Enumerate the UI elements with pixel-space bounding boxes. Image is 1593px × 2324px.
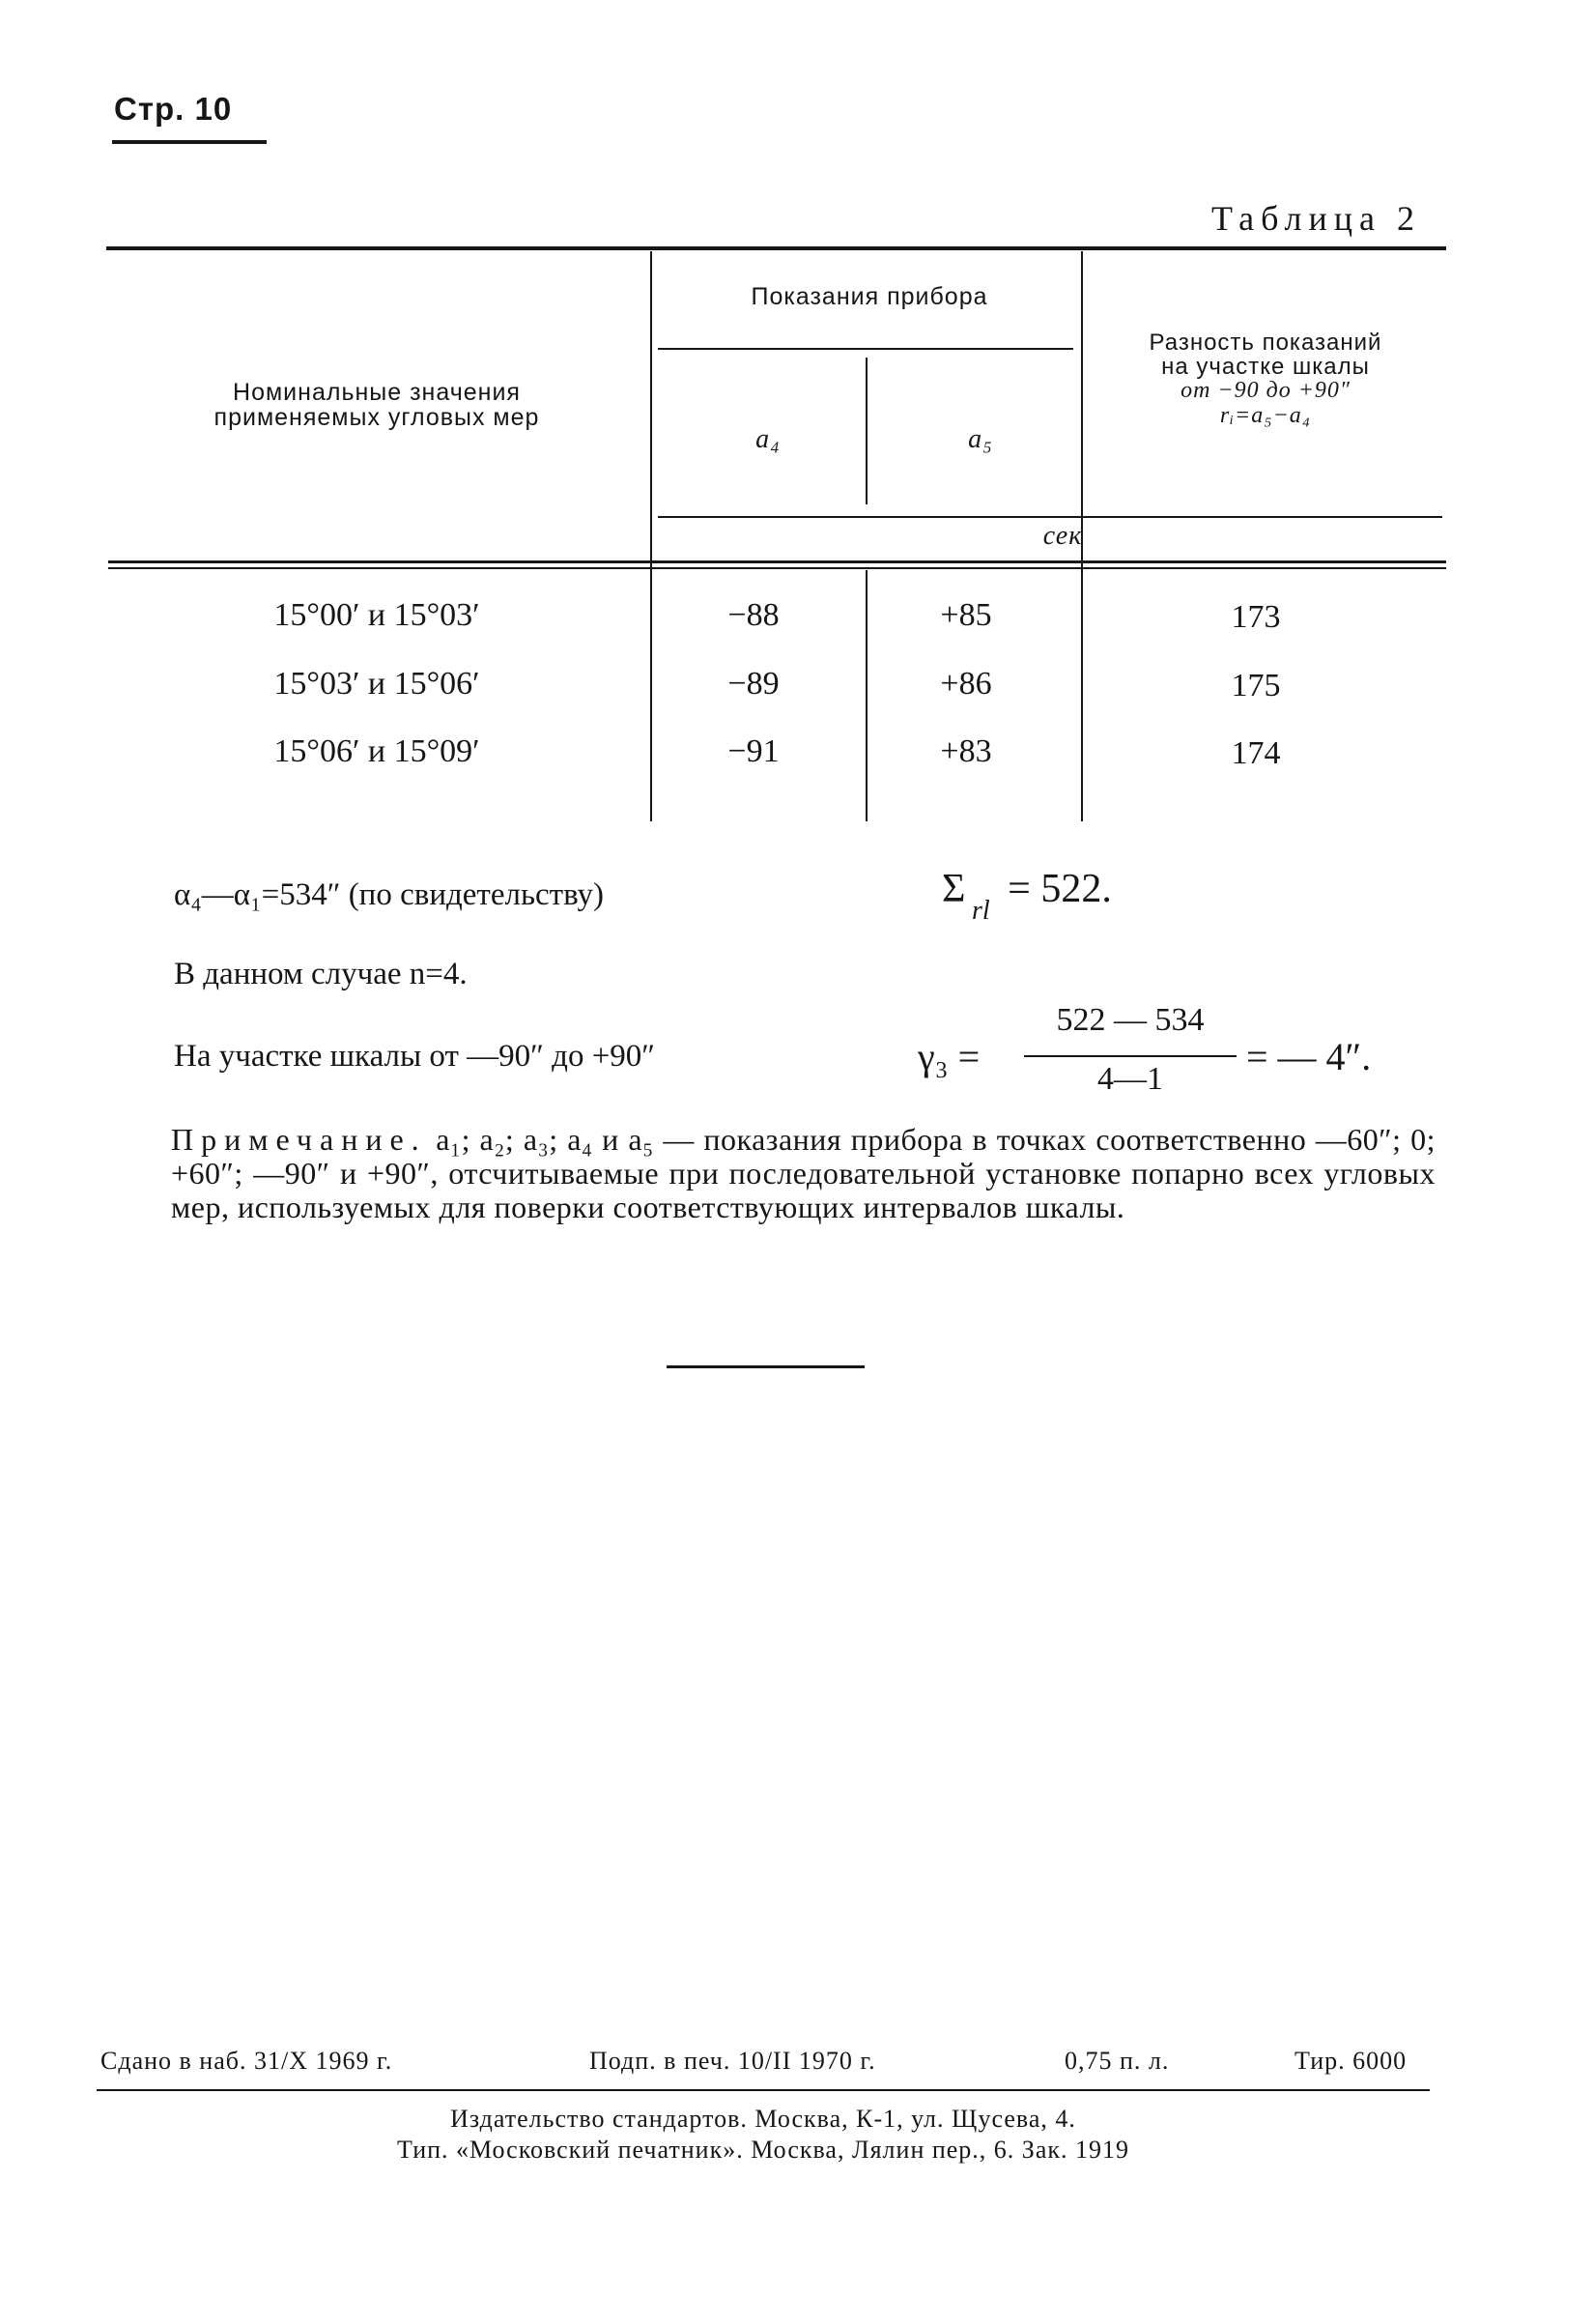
footer-sheets: 0,75 п. л. [1065, 2047, 1170, 2075]
sum-expression [942, 866, 1112, 926]
row-1-difference: 173 [1231, 599, 1281, 635]
sum-value: = 522. [1008, 867, 1112, 911]
footer-print-run: Тир. 6000 [1294, 2047, 1408, 2075]
footer-sent: Сдано в наб. 31/X 1969 г. [100, 2047, 393, 2075]
header-nominal [135, 380, 618, 431]
header-unit: сек [1042, 521, 1083, 551]
calc-line-2: В данном случае n=4. [174, 957, 468, 991]
fraction-numerator: 522 — 534 [1056, 1002, 1205, 1038]
row-3-a5: +83 [940, 733, 992, 769]
row-2-nominal: 15°03′ и 15°06′ [273, 666, 480, 702]
row-2-a5: +86 [940, 666, 992, 702]
table-top-rule [106, 246, 1446, 250]
row-3-nominal: 15°06′ и 15°09′ [273, 733, 480, 769]
header-difference-line-3: от −90 до +90″ [1181, 378, 1351, 404]
readings-subrule [658, 348, 1073, 350]
table-divider-a4-a5 [866, 358, 868, 504]
sum-symbol: Σ [942, 867, 966, 911]
header-a5: a₅ [968, 424, 993, 454]
header-nominal-line-1: Номинальные значения [233, 379, 521, 406]
row-1-a4: −88 [727, 597, 780, 633]
footer-rule [97, 2089, 1430, 2091]
unit-rule [658, 516, 1442, 518]
page-number: Стр. 10 [114, 91, 233, 127]
note-paragraph [171, 1123, 1436, 1225]
row-3-difference: 174 [1231, 735, 1281, 771]
header-nominal-line-2: применяемых угловых мер [213, 404, 540, 432]
table-title: Таблица 2 [1211, 199, 1421, 238]
header-difference [1101, 330, 1430, 428]
row-1-nominal: 15°00′ и 15°03′ [273, 597, 480, 633]
calc-line-3: На участке шкалы от —90″ до +90″ [174, 1039, 656, 1074]
footer-printer: Тип. «Московский печатник». Москва, Лялин пер., 6. Зак. 1919 [396, 2136, 1130, 2164]
header-difference-line-2: на участке шкалы [1161, 354, 1370, 381]
fraction-denominator: 4—1 [1097, 1061, 1163, 1097]
formula-result: = — 4″. [1246, 1035, 1372, 1078]
footer-publisher: Издательство стандартов. Москва, К-1, ул. Щусева, 4. [450, 2105, 1076, 2133]
row-2-difference: 175 [1231, 668, 1281, 703]
sum-subscript: rl [971, 896, 990, 926]
table-divider-a4-a5-body [866, 570, 868, 821]
header-readings: Показания прибора [751, 283, 988, 310]
row-3-a4: −91 [727, 733, 780, 769]
gamma-label: γ₃ = [918, 1035, 981, 1078]
footer-signed: Подп. в печ. 10/II 1970 г. [589, 2047, 876, 2075]
header-a4: a₄ [755, 424, 781, 454]
header-difference-line-1: Разность показаний [1149, 330, 1382, 356]
note-text: a₁; a₂; a₃; a₄ и a₅ — показания прибора в точках соответственно —60″; 0; +60″; —90″ и +90″, отсчитываемые при последовательной установке попарно всех угловых мер, используемых для поверки соответствующих интервалов шкалы. [171, 1122, 1436, 1225]
row-1-a5: +85 [940, 597, 992, 633]
table-divider-1 [650, 251, 652, 821]
fraction-bar [1024, 1055, 1237, 1057]
header-difference-line-4: rᵢ=a₅−a₄ [1219, 402, 1312, 428]
header-double-rule-2 [108, 567, 1446, 569]
page-number-underline [112, 140, 267, 144]
header-double-rule-1 [108, 560, 1446, 563]
note-label: Примечание. [171, 1122, 427, 1157]
row-2-a4: −89 [727, 666, 780, 702]
section-separator [667, 1365, 865, 1368]
calc-line-1: α₄—α₁=534″ (по свидетельству) [174, 877, 605, 912]
